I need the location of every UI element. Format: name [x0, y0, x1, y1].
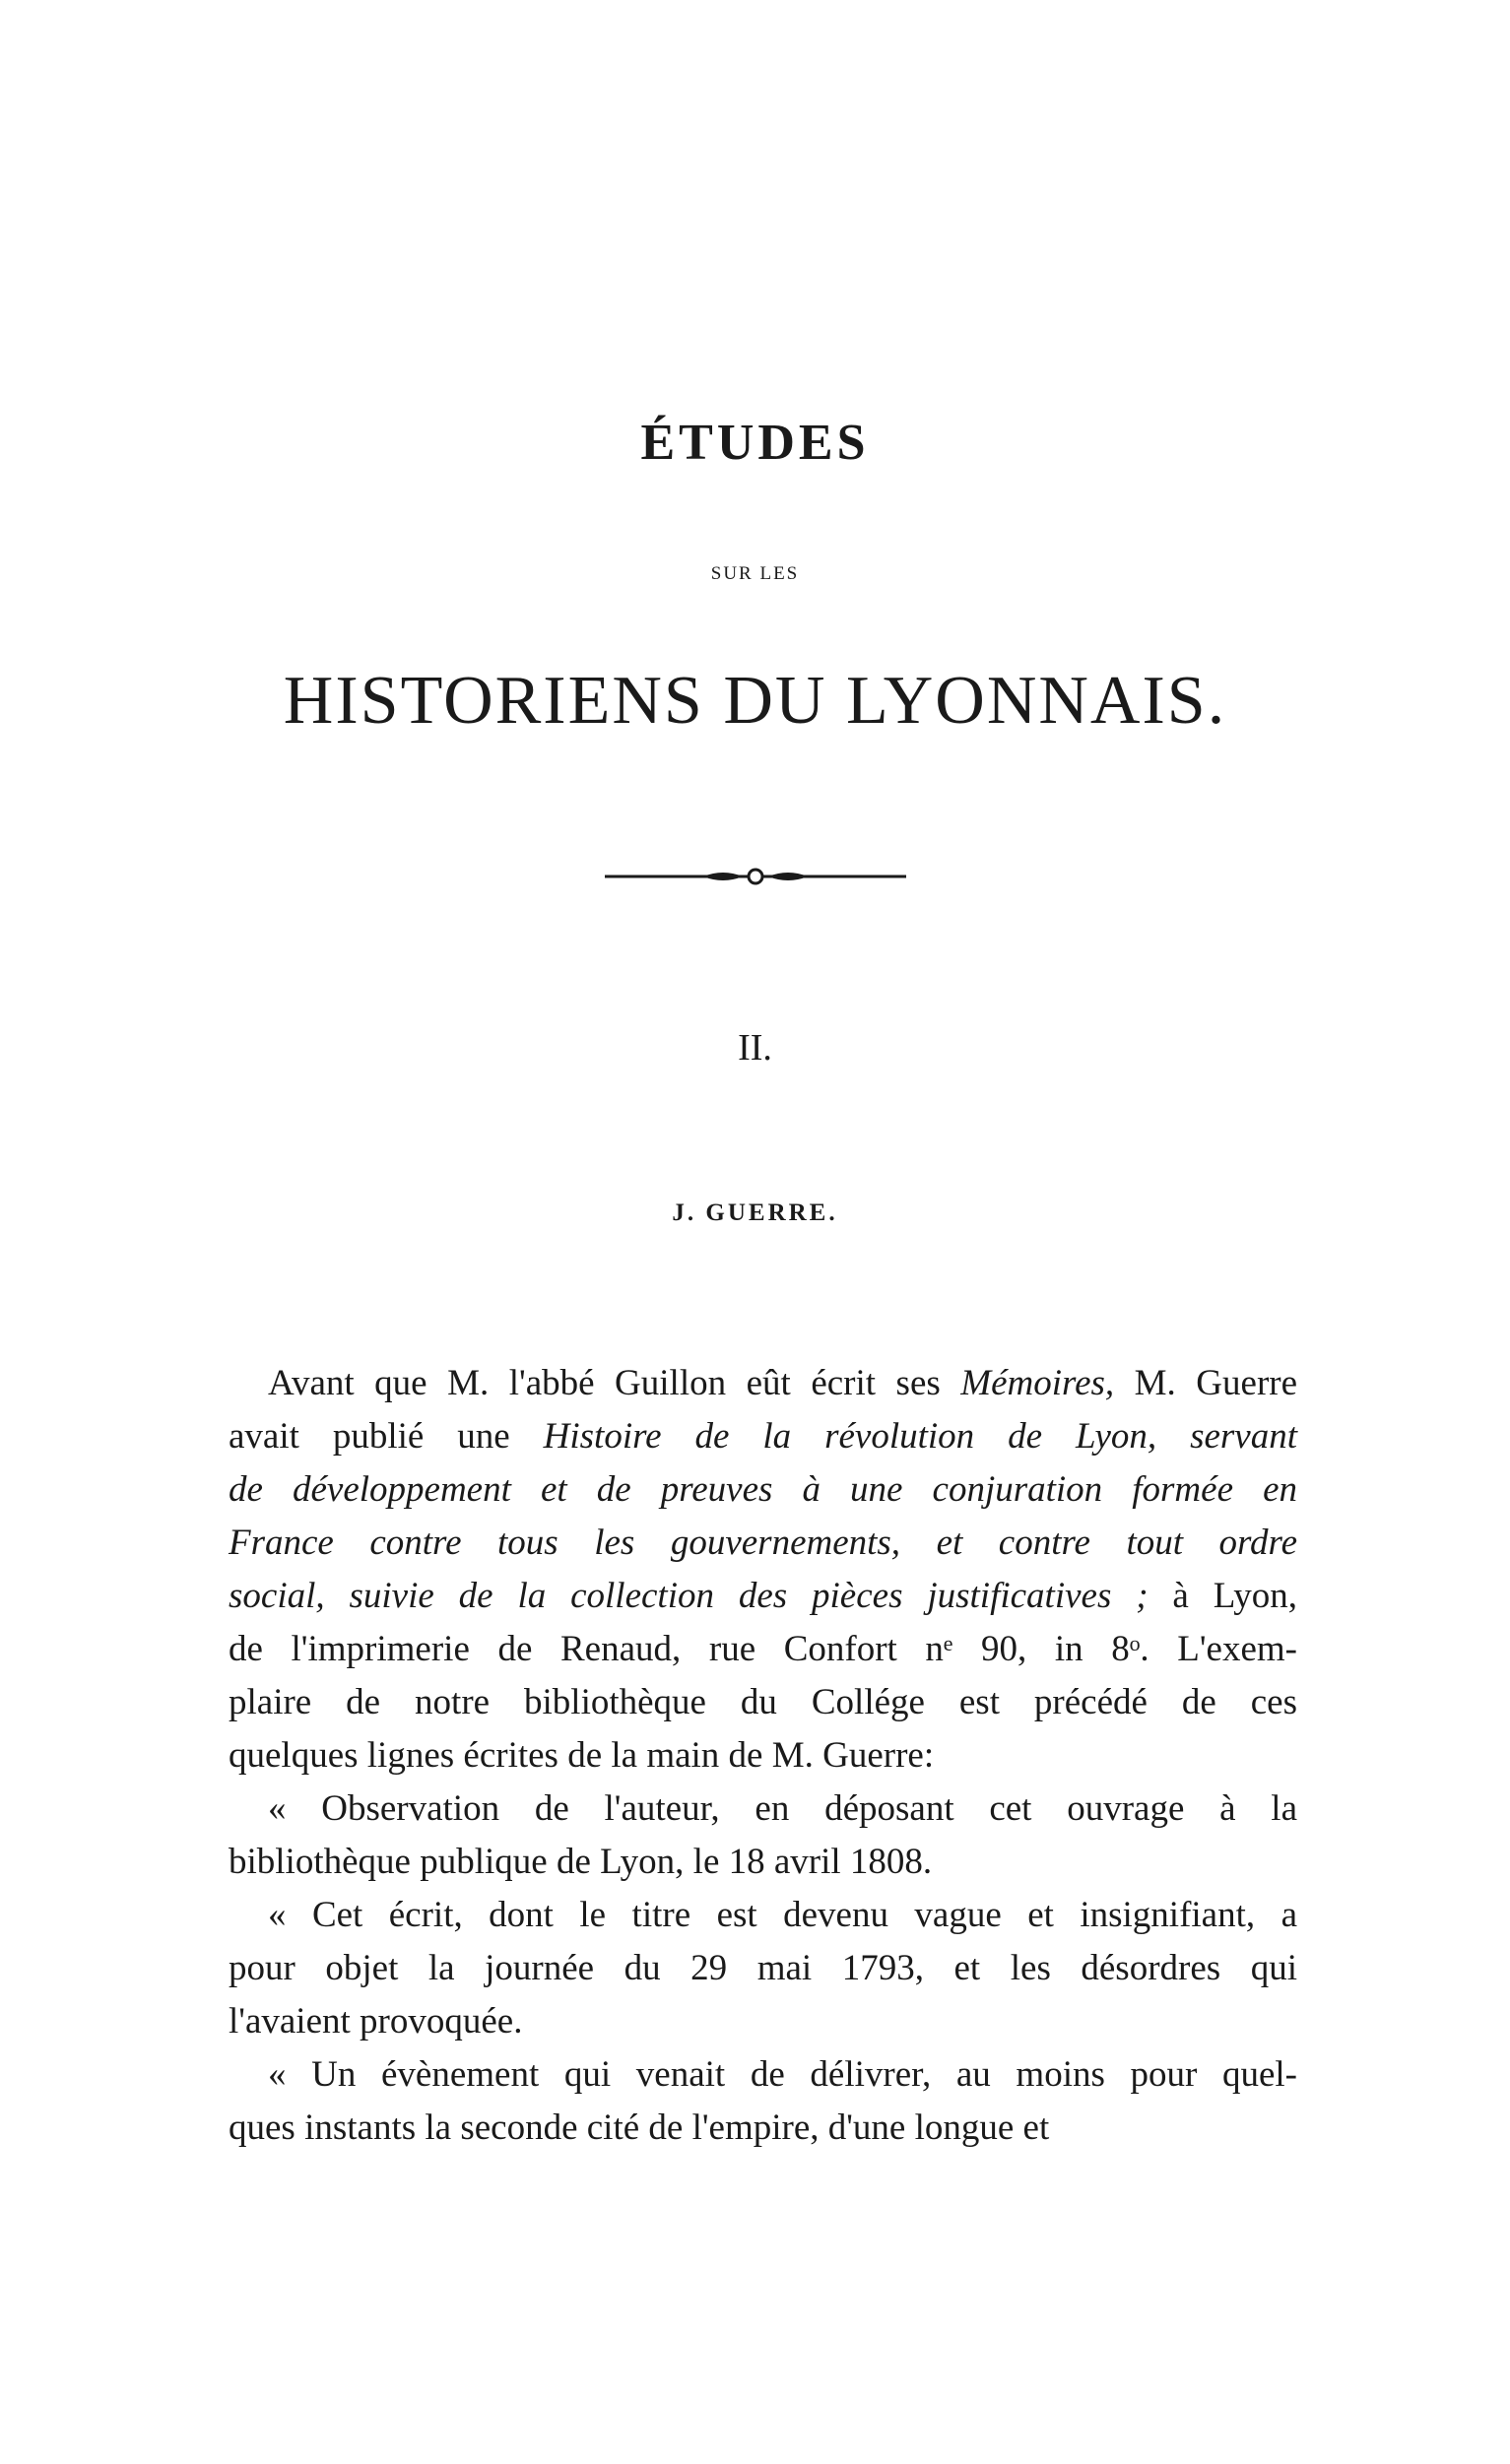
- italic-text: de développement et de preuves à une conjuration formée en: [229, 1469, 1297, 1510]
- section-author: J. GUERRE.: [672, 1200, 838, 1226]
- roman-text: avait publié une: [229, 1416, 544, 1457]
- body-text: [229, 1357, 1297, 2155]
- roman-text: bibliothèque publique de Lyon, le 18 avril 1808.: [229, 1842, 933, 1882]
- title-connector: SUR LES: [710, 563, 800, 584]
- roman-text: pour objet la journée du 29 mai 1793, et les désordres qui: [229, 1948, 1297, 1988]
- text-line: [229, 2048, 1297, 2102]
- text-line: [229, 1995, 1297, 2048]
- text-line: [229, 1357, 1297, 1410]
- main-title: HISTORIENS DU LYONNAIS.: [283, 663, 1227, 739]
- chapter-numeral: II.: [738, 1027, 772, 1069]
- text-line: [229, 1836, 1297, 1889]
- roman-text: ques instants la seconde cité de l'empire, d'une longue et: [229, 2107, 1050, 2148]
- roman-text: de l'imprimerie de Renaud, rue Confort nᵉ 90, in 8ᵒ. L'exem-: [229, 1629, 1297, 1669]
- roman-text: l'avaient provoquée.: [229, 2001, 523, 2042]
- text-line: [229, 1463, 1297, 1517]
- roman-text: à Lyon,: [1148, 1576, 1298, 1616]
- roman-text: « Un évènement qui venait de délivrer, au moins pour quel-: [268, 2054, 1297, 2095]
- roman-text: « Cet écrit, dont le titre est devenu vague et insignifiant, a: [268, 1895, 1297, 1935]
- text-line: [229, 1623, 1297, 1676]
- text-line: [229, 1729, 1297, 1783]
- text-line: [229, 1942, 1297, 1995]
- italic-text: social, suivie de la collection des pièces justificatives ;: [229, 1576, 1149, 1616]
- text-line: [229, 2102, 1297, 2155]
- text-line: [229, 1410, 1297, 1463]
- page-title: ÉTUDES: [640, 415, 870, 471]
- italic-text: France contre tous les gouvernements, et contre tout ordre: [229, 1523, 1297, 1563]
- roman-text: M. Guerre: [1114, 1363, 1298, 1403]
- roman-text: plaire de notre bibliothèque du Collége est précédé de ces: [229, 1682, 1297, 1722]
- text-line: [229, 1889, 1297, 1942]
- text-line: [229, 1676, 1297, 1729]
- italic-text: Mémoires,: [960, 1363, 1115, 1403]
- text-line: [229, 1570, 1297, 1623]
- roman-text: « Observation de l'auteur, en déposant cet ouvrage à la: [268, 1788, 1297, 1829]
- roman-text: quelques lignes écrites de la main de M. Guerre:: [229, 1735, 935, 1776]
- text-line: [229, 1517, 1297, 1570]
- text-line: [229, 1783, 1297, 1836]
- roman-text: Avant que M. l'abbé Guillon eût écrit ses: [268, 1363, 961, 1403]
- italic-text: Histoire de la révolution de Lyon, servant: [543, 1416, 1298, 1457]
- ornamental-divider: [605, 857, 906, 896]
